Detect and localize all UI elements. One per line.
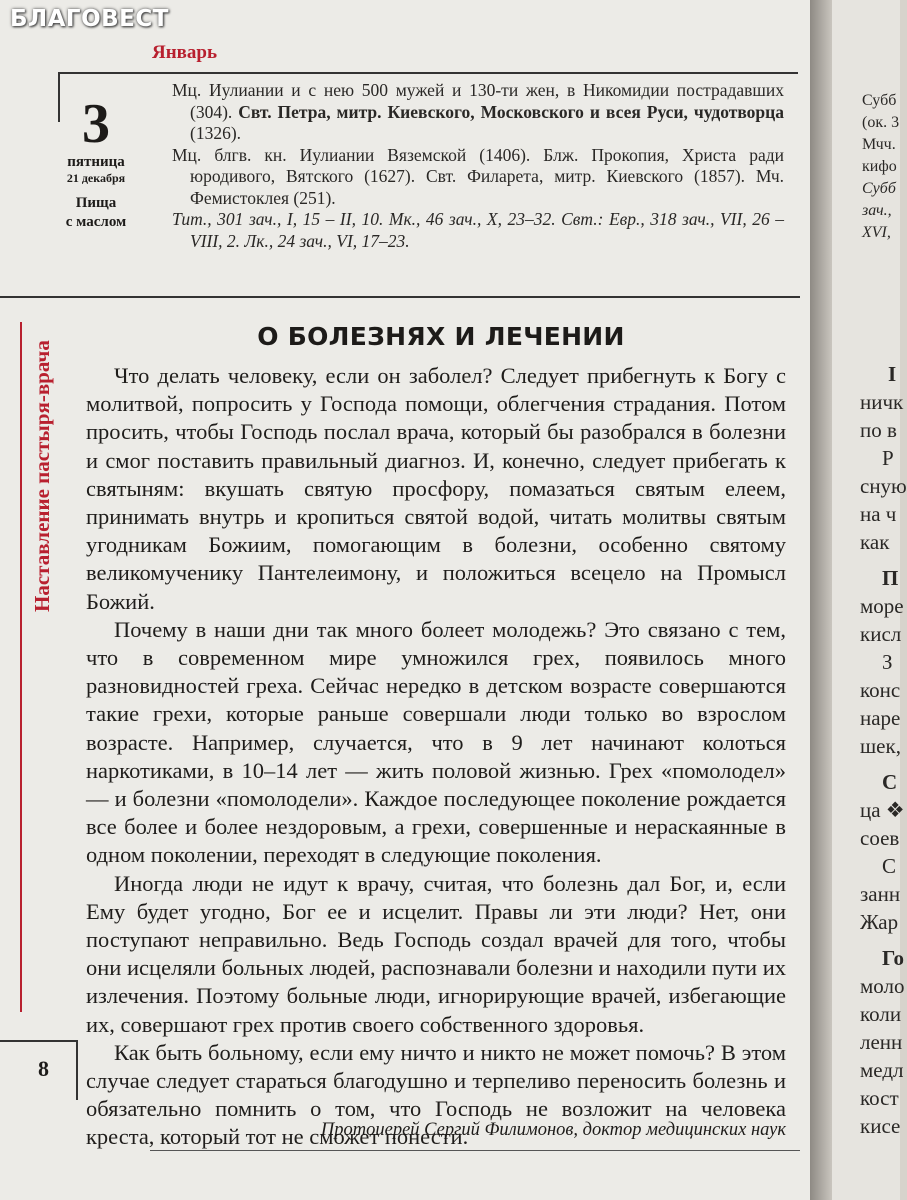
article-title: О БОЛЕЗНЯХ И ЛЕЧЕНИИ [257, 322, 625, 351]
fragment-text: С [882, 770, 898, 794]
saints-text: Мц. Иулиании и с нею 500 мужей и 130-ти жен, в Никомидии пострадавших (304). [172, 80, 784, 122]
saints-paragraph-2: Мц. блгв. кн. Иулиании Вяземской (1406). Блж. Прокопия, Христа ради юродивого, Вятского (1627). Свт. Филарета, митр. Киевского (1857). Мч. Фемистоклея (251). [172, 144, 784, 208]
fragment-text: зач., [862, 202, 892, 219]
fragment-text: ничк [860, 390, 904, 414]
fragment-text: шек, [860, 734, 901, 758]
fragment-text: I [888, 362, 897, 386]
saints-paragraph-1 [172, 80, 784, 145]
calendar-day-block [48, 93, 144, 232]
fragment-text: медл [860, 1058, 904, 1082]
article-body [86, 362, 786, 1152]
fragment-text: кисе [860, 1114, 901, 1138]
adjacent-page-fragment [832, 0, 907, 1200]
fragment-text: по в [860, 418, 897, 442]
footer-divider [150, 1150, 800, 1151]
fasting-rule-line1: Пища [75, 195, 117, 211]
fragment-text: (ок. 3 [862, 114, 900, 131]
fragment-text: П [882, 566, 899, 590]
fragment-text: Субб [862, 180, 896, 197]
old-style-date: 21 декабря [66, 171, 126, 185]
section-sidebar-title: Наставление пастыря-врача [30, 340, 54, 612]
fragment-text: море [860, 594, 904, 618]
fragment-text: сную [860, 474, 907, 498]
scripture-readings: Тит., 301 зач., I, 15 – II, 10. Мк., 46 зач., X, 23–32. Свт.: Евр., 318 зач., VII, 26 – VIII, 2. Лк., 24 зач., VI, 17–23. [172, 209, 784, 251]
fasting-rule-line2: с маслом [65, 214, 127, 230]
fragment-text: коли [860, 1002, 902, 1026]
fragment-text: кисл [860, 622, 902, 646]
fragment-text: Жар [860, 910, 899, 934]
fragment-text: соев [860, 826, 900, 850]
sidebar-rule [20, 322, 22, 1012]
fragment-text: Субб [862, 92, 897, 109]
month-heading: Январь [152, 42, 218, 63]
fragment-text: как [860, 530, 890, 554]
fragment-text: ца ❖ [860, 798, 905, 822]
watermark-logo: БЛАГОВЕСТ [10, 6, 169, 32]
fragment-text: З [882, 650, 893, 674]
saints-bold-text: Свт. Петра, митр. Киевского, Московского и всея Руси, чудотворца [238, 101, 785, 122]
page-number-rule-vertical [76, 1040, 78, 1100]
fragment-text: занн [860, 882, 901, 906]
fragment-text: кифо [862, 158, 897, 175]
fragment-text: XVI, [862, 224, 891, 241]
fragment-text: кост [860, 1086, 899, 1110]
fragment-text: моло [860, 974, 905, 998]
article-signature: Протоиерей Сергий Филимонов, доктор медицинских наук [320, 1120, 786, 1140]
header-divider [58, 72, 798, 74]
fragment-text: Р [882, 446, 894, 470]
fasting-rule [48, 194, 144, 232]
day-number: 3 [82, 93, 110, 155]
weekday: пятница [67, 154, 125, 170]
article-paragraph: Иногда люди не идут к врачу, считая, что болезнь дал Бог, и, если Ему будет угодно, Бог ее и исцелит. Правы ли эти люди? Нет, они поступают неправильно. Ведь Господь создал врачей для того, чтобы они исцеляли больных людей, распознавали болезни и находили пути их излечения. Поэтому больные люди, игнорирующие врачей, избегающие их, совершают грех против своего собственного здоровья. [86, 870, 786, 1037]
page-number-rule [0, 1040, 76, 1042]
fragment-text: Го [882, 946, 905, 970]
article-paragraph: Что делать человеку, если он заболел? Следует прибегнуть к Богу с молитвой, попросить у Господа помощи, облегчения страдания. Потом просить, чтобы Господь послал врача, который бы разобрался в болезни и смог поставить правильный диагноз. И, конечно, следует прибегать к святыням: вкушать святую просфору, помазаться святым елеем, принимать внутрь и кропиться святой водой, читать молитвы святым угодникам Божиим, помогающим в болезни, особенно святому великомученику Пантелеимону, и положиться всецело на Промысл Божий. [86, 363, 786, 614]
header-bottom-divider [0, 296, 800, 298]
fragment-text: наре [860, 706, 901, 730]
fragment-text: на ч [860, 502, 897, 526]
fragment-text: С [882, 854, 897, 878]
fragment-text: конс [860, 678, 901, 702]
saints-commemoration [172, 80, 784, 252]
fragment-text: Мчч. [862, 136, 896, 153]
article-paragraph: Почему в наши дни так много болеет молодежь? Это связано с тем, что в современном мире умножился грех, появилось много разновидностей греха. Сейчас нередко в детском возрасте совершаются такие грехи, которые раньше совершали люди только во взрослом возрасте. Например, случается, что в 9 лет начинают колоться наркотиками, в 10–14 лет — жить половой жизнью. Грех «помолодел» — и болезни «помолодели». Каждое последующее поколение рождается все более и более нездоровым, а грехи, совершенные и нераскаянные в одном поколении, переходят в следующие поколения. [86, 616, 786, 868]
page-number: 8 [38, 1056, 49, 1081]
fragment-text: ленн [860, 1030, 903, 1054]
saints-text: (1326). [190, 123, 242, 143]
article-paragraph: Как быть больному, если ему ничто и никто не может помочь? В этом случае следует стараться благодушно и терпеливо переносить болезнь и обязательно помнить о том, что Господь не возложит на человека креста, который тот не сможет понести. [86, 1039, 786, 1150]
